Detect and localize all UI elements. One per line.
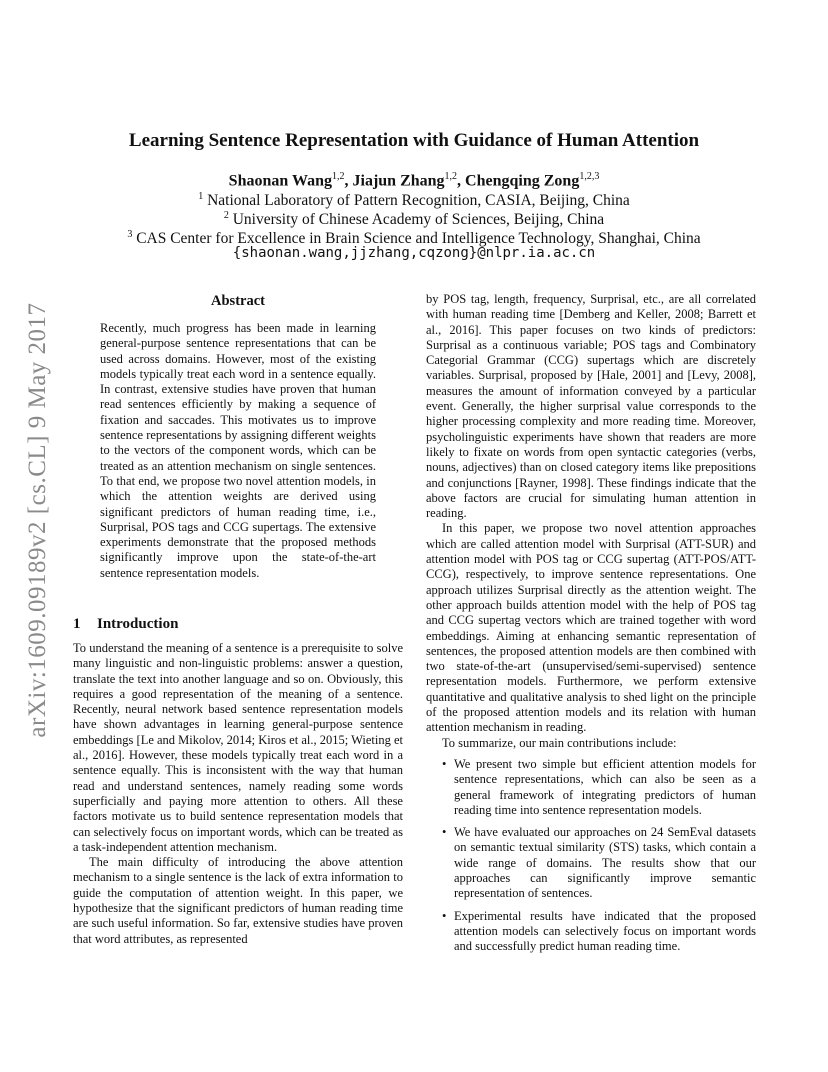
bullet-glyph: • bbox=[442, 756, 447, 771]
contributions-list bbox=[426, 757, 756, 955]
author-separator: , bbox=[344, 172, 353, 190]
body-paragraph: The main difficulty of introducing the above attention mechanism to a single sentence is the lack of extra information to guide the computation of attention weight. In this paper, we hypothesize that the significant predictors of human reading time are such useful information. So far, extensive studies have proven that word attributes, as represented bbox=[73, 855, 403, 946]
left-column bbox=[73, 641, 403, 947]
affiliation-text: National Laboratory of Pattern Recognition, CASIA, Beijing, China bbox=[207, 192, 630, 210]
abstract-heading: Abstract bbox=[211, 293, 265, 309]
author-name: Chengqing Zong bbox=[465, 172, 580, 190]
affiliation-sup: 2 bbox=[223, 210, 229, 221]
body-paragraph: In this paper, we propose two novel attention approaches which are called attention model with Surprisal (ATT-SUR) and attention model with POS tag or CCG supertag (ATT-POS/ATT-CCG), respectively, to improve sentence representations. One approach utilizes Surprisal directly as the attention weight. The other approach builds attention model with the help of POS tag and CCG supertag vectors which are trained together with word embeddings. Aiming at enhancing semantic representation of sentences, the proposed attention models are then combined with two state-of-the-art (unsupervised/semi-supervised) sentence representation models. Furthermore, we perform extensive quantitative and qualitative analysis to shed light on the principle of the proposed attention models and its relation with human attention mechanism in reading. bbox=[426, 521, 756, 735]
paper-title: Learning Sentence Representation with Guidance of Human Attention bbox=[128, 130, 700, 151]
list-item bbox=[426, 757, 756, 818]
list-item bbox=[426, 909, 756, 955]
author-name: Jiajun Zhang bbox=[352, 172, 445, 190]
author-email: {shaonan.wang,jjzhang,cqzong}@nlpr.ia.ac.cn bbox=[232, 245, 596, 261]
arxiv-stamp-text: arXiv:1609.09189v2 [cs.CL] 9 May 2017 bbox=[24, 302, 51, 738]
affiliation-text: University of Chinese Academy of Sciences, Beijing, China bbox=[232, 211, 605, 229]
abstract-paragraph: Recently, much progress has been made in learning general-purpose sentence representations that can be used across domains. However, most of the existing models typically treat each word in a sentence equally. In contrast, extensive studies have proven that human read sentences efficiently by making a sequence of fixation and saccades. This motivates us to improve sentence representations by assigning different weights to the vectors of the component words, which can be treated as an attention mechanism on single sentences. To that end, we propose two novel attention models, in which the attention weights are derived using significant predictors of human reading time, i.e., Surprisal, POS tags and CCG supertags. The extensive experiments demonstrate that the proposed methods significantly improve upon the state-of-the-art sentence representation models. bbox=[100, 321, 376, 580]
section-title: Introduction bbox=[97, 616, 179, 632]
section-heading bbox=[73, 615, 178, 633]
author-affil-sup: 1,2,3 bbox=[579, 171, 600, 182]
affiliation-sup: 3 bbox=[127, 229, 133, 240]
author-affil-sup: 1,2 bbox=[444, 171, 458, 182]
author-name: Shaonan Wang bbox=[228, 172, 332, 190]
list-item-text: Experimental results have indicated that the proposed attention models can selectively focus on important words and successfully predict human reading time. bbox=[454, 908, 756, 954]
affiliation-sup: 1 bbox=[198, 191, 204, 202]
bullet-glyph: • bbox=[442, 908, 447, 923]
section-number: 1 bbox=[73, 616, 81, 632]
bullet-glyph: • bbox=[442, 825, 447, 840]
author-separator: , bbox=[457, 172, 466, 190]
right-column bbox=[426, 292, 756, 961]
author-affil-sup: 1,2 bbox=[332, 171, 345, 182]
abstract-body bbox=[100, 321, 376, 581]
list-item-text: We present two simple but efficient attention models for sentence representations, which can also be seen as a general framework of integrating predictors of human reading time into sentence representation models. bbox=[454, 756, 756, 817]
contributions-intro: To summarize, our main contributions include: bbox=[442, 735, 677, 750]
affiliation-text: CAS Center for Excellence in Brain Science and Intelligence Technology, Shanghai, China bbox=[136, 230, 701, 248]
list-item bbox=[426, 825, 756, 901]
body-paragraph: by POS tag, length, frequency, Surprisal, etc., are all correlated with human reading time [Demberg and Keller, 2008; Barrett et al., 2016]. This paper focuses on two kinds of predictors: Surprisal as a continuous variable; POS tags and Combinatory Categorial Grammar (CCG) supertags which are discretely variables. Surprisal, proposed by [Hale, 2001] and [Levy, 2008], measures the amount of information conveyed by a particular event. Generally, the higher surprisal value corresponds to the higher processing complexity and more reading time. Moreover, psycholinguistic experiments have shown that readers are more likely to fixate on words from open syntactic categories (verbs, nouns, adjectives) than on closed category items like prepositions and conjunctions [Rayner, 1998]. These findings indicate that the above factors are crucial for simulating human attention in reading. bbox=[426, 292, 756, 521]
body-paragraph: To understand the meaning of a sentence is a prerequisite to solve many linguistic and non-linguistic problems: answer a question, translate the text into another language and so on. Obviously, this requires a good representation of the meaning of a sentence. Recently, neural network based sentence representation models have shown advantages in learning general-purpose sentence embeddings [Le and Mikolov, 2014; Kiros et al., 2015; Wieting et al., 2016]. However, these models typically treat each word in a sentence equally. This is inconsistent with the way that human read and understand sentences, namely reading some words superficially and paying more attention to others. All these factors motivate us to build sentence representation models that can selectively focus on important words, which can be treated as a task-independent attention mechanism. bbox=[73, 641, 403, 854]
list-item-text: We have evaluated our approaches on 24 SemEval datasets on semantic textual similarity (STS) tasks, which contain a wide range of domains. The results show that our approaches can significantly improve semantic representation of sentences. bbox=[454, 825, 756, 901]
